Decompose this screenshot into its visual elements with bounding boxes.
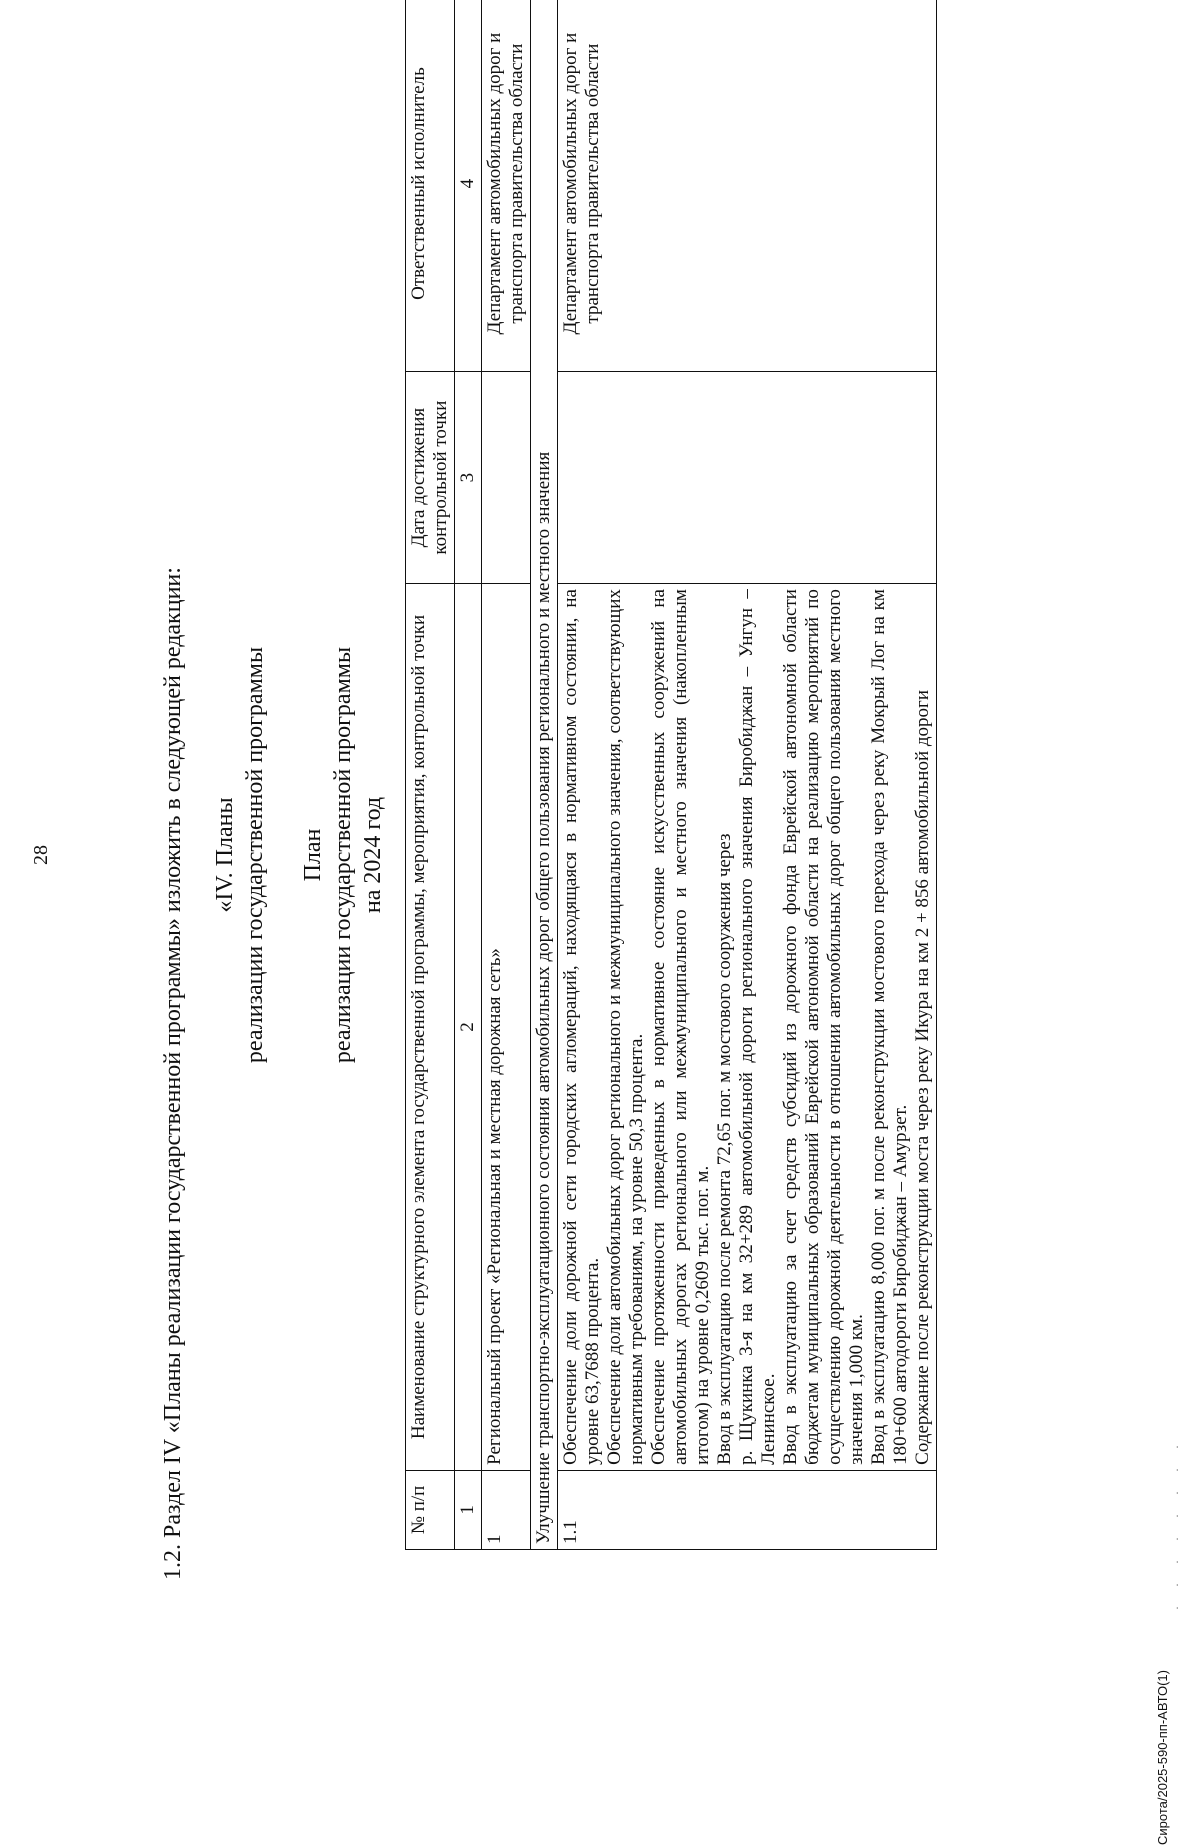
index-cell: 4 <box>455 0 482 372</box>
plan-subtitle: реализации государственной программы <box>330 646 356 1064</box>
intro-paragraph: 1.2. Раздел IV «Планы реализации государственной программы» изложить в следующей редакции: <box>160 567 186 1580</box>
header-num: № п/п <box>406 1470 455 1549</box>
task-text: Улучшение транспортно-эксплуатационного состояния автомобильных дорог общего пользования регионального и местного значения <box>531 0 558 1550</box>
index-cell: 3 <box>455 372 482 584</box>
row-name: Региональный проект «Региональная и местная дорожная сеть» <box>482 584 531 1471</box>
section-title: «IV. Планы <box>212 797 238 913</box>
row-num: 1 <box>482 1470 531 1549</box>
task-row <box>531 0 558 1550</box>
plan-year: на 2024 год <box>360 796 386 914</box>
page-number: 28 <box>30 845 52 865</box>
row-line: Обеспечение доли автомобильных дорог регионального и межмуниципального значения, соответствующих нормативным требованиям, на уровне 50,3 процента. <box>604 589 647 1465</box>
header-responsible: Ответственный исполнитель <box>406 0 455 372</box>
row-line: Ввод в эксплуатацию за счет средств субсидий из дорожного фонда Еврейской автономной области бюджетам муниципальных образований Еврейской автономной области на реализацию мероприятий по осуществлению дорожной деятельности в отношении автомобильных дорог общего пользования местного значения 1,000 км. <box>780 589 867 1465</box>
index-cell: 2 <box>455 584 482 1471</box>
footer-code: Сирота/2025-590-пп-АВТО(1) <box>1155 1670 1170 1845</box>
row-line: Обеспечение доли дорожной сети городских агломераций, находящаяся в нормативном состоянии, на уровне 63,7688 процента. <box>560 589 603 1465</box>
row-line: Ввод в эксплуатацию после ремонта 72,65 пог. м мостового сооружения через <box>714 833 735 1465</box>
section-subtitle: реализации государственной программы <box>242 646 268 1064</box>
plan-table <box>405 0 937 1550</box>
row-responsible: Департамент автомобильных дорог и транспорта правительства области <box>558 0 937 372</box>
row-date <box>558 372 937 584</box>
row-line: р. Щукинка 3-я на км 32+289 автомобильной дороги регионального значения Биробиджан – Унгун – Ленинское. <box>736 589 779 1465</box>
header-date: Дата достижения контрольной точки <box>406 372 455 584</box>
row-line: Обеспечение протяженности приведенных в нормативное состояние искусственных сооружений на автомобильных дорогах регионального или межмуниципального и местного значения (накопленным итогом) на уровне 0,2609 тыс. пог. м. <box>648 589 713 1465</box>
row-num: 1.1 <box>558 1470 937 1549</box>
row-responsible: Департамент автомобильных дорог и транспорта правительства области <box>482 0 531 372</box>
header-name: Наименование структурного элемента государственной программы, мероприятия, контрольной точки <box>406 584 455 1471</box>
plan-title: План <box>300 828 326 882</box>
table-index-row <box>455 0 482 1550</box>
index-cell: 1 <box>455 1470 482 1549</box>
table-row <box>482 0 531 1550</box>
row-line: Содержание после реконструкции моста через реку Икура на км 2 + 856 автомобильной дороги <box>912 690 933 1465</box>
row-line: Ввод в эксплуатацию 8,000 пог. м после реконструкции мостового перехода через реку Мокрый Лог на км 180+600 автодороги Биробиджан – Амурзет. <box>868 589 911 1465</box>
row-date <box>482 372 531 584</box>
scan-artifacts: · · · · · · · · <box>1170 1437 1184 1610</box>
table-row <box>558 0 937 1550</box>
row-name <box>558 584 937 1471</box>
table-header-row <box>406 0 455 1550</box>
